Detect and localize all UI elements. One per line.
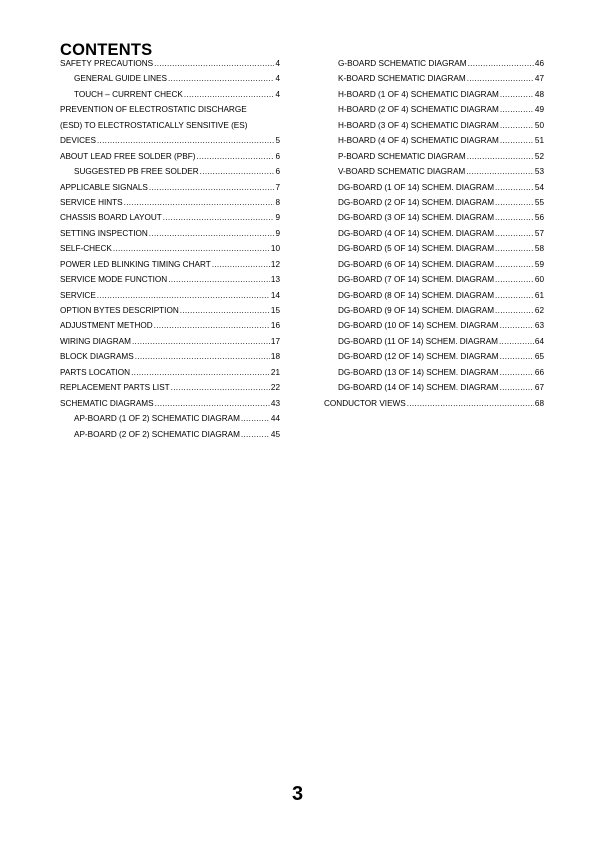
toc-entry-page: 6 (275, 167, 280, 177)
toc-entry-page: 14 (270, 290, 280, 300)
toc-entry[interactable] (324, 136, 544, 151)
toc-entry-title: CHASSIS BOARD LAYOUT (60, 213, 162, 223)
toc-entry[interactable] (60, 260, 280, 275)
toc-entry-title: DG-BOARD (3 OF 14) SCHEM. DIAGRAM (338, 213, 495, 223)
toc-entry-page: 54 (534, 182, 544, 192)
toc-entry[interactable] (324, 399, 544, 414)
toc-entry[interactable] (324, 306, 544, 321)
toc-entry-title: V-BOARD SCHEMATIC DIAGRAM (338, 167, 466, 177)
toc-entry-title: H-BOARD (4 OF 4) SCHEMATIC DIAGRAM (338, 136, 499, 146)
toc-entry-page: 66 (534, 367, 544, 377)
toc-entry[interactable] (324, 260, 544, 275)
toc-dot-leader (500, 368, 534, 377)
toc-dot-leader (168, 74, 274, 83)
toc-dot-leader (97, 291, 270, 300)
toc-entry-page: 56 (534, 213, 544, 223)
toc-entry-page: 55 (534, 197, 544, 207)
toc-dot-leader (241, 414, 270, 423)
toc-entry[interactable] (60, 337, 280, 352)
toc-entry-title: DG-BOARD (1 OF 14) SCHEM. DIAGRAM (338, 182, 495, 192)
toc-entry-title: OPTION BYTES DESCRIPTION (60, 306, 179, 315)
toc-dot-leader (495, 183, 534, 192)
toc-entry-page: 17 (270, 336, 280, 346)
toc-entry[interactable] (60, 136, 280, 151)
toc-entry-page: 51 (534, 136, 544, 146)
toc-dot-leader (467, 74, 534, 83)
toc-dot-leader (180, 306, 270, 315)
toc-entry-title: DEVICES (60, 136, 96, 146)
toc-dot-leader (124, 198, 275, 207)
toc-dot-leader (467, 152, 534, 161)
toc-entry-title: DG-BOARD (8 OF 14) SCHEM. DIAGRAM (338, 290, 495, 300)
toc-dot-leader (132, 337, 270, 346)
toc-entry-title: (ESD) TO ELECTROSTATICALLY SENSITIVE (ES) (60, 120, 248, 130)
toc-entry-title: WIRING DIAGRAM (60, 336, 131, 346)
toc-entry[interactable] (60, 321, 280, 336)
toc-entry-title: H-BOARD (3 OF 4) SCHEMATIC DIAGRAM (338, 120, 499, 130)
toc-dot-leader (113, 244, 270, 253)
toc-entry-title: DG-BOARD (2 OF 14) SCHEM. DIAGRAM (338, 197, 495, 207)
toc-entry[interactable] (324, 229, 544, 244)
toc-entry[interactable] (324, 321, 544, 336)
toc-dot-leader (495, 213, 534, 222)
toc-entry-title: SELF-CHECK (60, 244, 112, 254)
toc-entry-title: SETTING INSPECTION (60, 228, 148, 238)
toc-dot-leader (154, 321, 270, 330)
toc-entry[interactable] (60, 414, 280, 429)
toc-dot-leader (200, 167, 275, 176)
toc-entry-page: 47 (534, 74, 544, 84)
toc-entry-title: ABOUT LEAD FREE SOLDER (PBF) (60, 151, 196, 161)
toc-entry-title: SAFETY PRECAUTIONS (60, 59, 154, 68)
toc-entry[interactable] (60, 198, 280, 213)
toc-entry[interactable] (324, 213, 544, 228)
toc-entry-page: 67 (534, 383, 544, 393)
toc-entry-title: CONDUCTOR VIEWS (324, 398, 406, 408)
toc-entry-title: SERVICE (60, 290, 96, 300)
toc-entry-page: 50 (534, 120, 544, 130)
toc-entry[interactable] (324, 368, 544, 383)
toc-dot-leader (149, 183, 275, 192)
toc-entry-title: PREVENTION OF ELECTROSTATIC DISCHARGE (60, 105, 247, 115)
toc-dot-leader (155, 399, 270, 408)
toc-entry-title: SCHEMATIC DIAGRAMS (60, 398, 154, 408)
toc-entry[interactable] (324, 167, 544, 182)
toc-entry[interactable] (60, 399, 280, 414)
toc-entry-page: 46 (534, 59, 544, 68)
toc-entry[interactable] (324, 90, 544, 105)
toc-entry[interactable] (324, 74, 544, 89)
toc-entry[interactable] (324, 105, 544, 120)
toc-dot-leader (500, 136, 534, 145)
toc-dot-leader (495, 306, 534, 315)
toc-entry[interactable] (60, 229, 280, 244)
toc-entry-page: 9 (275, 213, 280, 223)
toc-dot-leader (168, 275, 270, 284)
toc-entry-title: GENERAL GUIDE LINES (74, 74, 167, 84)
toc-entry-title: P-BOARD SCHEMATIC DIAGRAM (338, 151, 466, 161)
toc-entry[interactable] (324, 59, 544, 74)
toc-entry-page: 22 (270, 383, 280, 393)
toc-entry-page: 4 (275, 59, 280, 68)
toc-entry[interactable] (60, 368, 280, 383)
toc-dot-leader (500, 352, 534, 361)
toc-entry-page: 65 (534, 352, 544, 362)
toc-dot-leader (495, 260, 534, 269)
toc-entry-title: DG-BOARD (7 OF 14) SCHEM. DIAGRAM (338, 275, 495, 285)
toc-entry-page: 7 (275, 182, 280, 192)
toc-entry[interactable] (60, 183, 280, 198)
toc-entry-title: AP-BOARD (2 OF 2) SCHEMATIC DIAGRAM (74, 429, 240, 439)
toc-dot-leader (163, 213, 275, 222)
toc-entry-title: POWER LED BLINKING TIMING CHART (60, 259, 211, 269)
toc-entry-page: 6 (275, 151, 280, 161)
toc-entry-title: DG-BOARD (5 OF 14) SCHEM. DIAGRAM (338, 244, 495, 254)
toc-entry-page: 16 (270, 321, 280, 331)
toc-dot-leader (154, 59, 274, 68)
toc-entry-page: 21 (270, 367, 280, 377)
toc-dot-leader (500, 121, 534, 130)
toc-entry[interactable] (324, 198, 544, 213)
toc-dot-leader (495, 275, 534, 284)
toc-dot-leader (407, 399, 534, 408)
toc-dot-leader (135, 352, 270, 361)
toc-entry-title: H-BOARD (2 OF 4) SCHEMATIC DIAGRAM (338, 105, 499, 115)
toc-entry[interactable] (60, 383, 280, 398)
toc-dot-leader (184, 90, 275, 99)
toc-dot-leader (495, 229, 534, 238)
toc-entry-title: DG-BOARD (12 OF 14) SCHEM. DIAGRAM (338, 352, 499, 362)
toc-dot-leader (500, 105, 534, 114)
toc-entry-page: 49 (534, 105, 544, 115)
toc-entry-page: 45 (270, 429, 280, 439)
toc-entry[interactable] (324, 291, 544, 306)
toc-entry-title: SERVICE HINTS (60, 197, 123, 207)
toc-entry-title: BLOCK DIAGRAMS (60, 352, 134, 362)
toc-entry-title: DG-BOARD (6 OF 14) SCHEM. DIAGRAM (338, 259, 495, 269)
toc-entry-page: 59 (534, 259, 544, 269)
toc-entry-title: SUGGESTED PB FREE SOLDER (74, 167, 199, 177)
toc-dot-leader (500, 90, 534, 99)
toc-dot-leader (500, 383, 534, 392)
toc-dot-leader (149, 229, 275, 238)
toc-entry-title: DG-BOARD (9 OF 14) SCHEM. DIAGRAM (338, 306, 495, 315)
toc-entry-page: 63 (534, 321, 544, 331)
toc-entry-page: 60 (534, 275, 544, 285)
toc-dot-leader (495, 198, 534, 207)
toc-entry-page: 4 (275, 89, 280, 99)
toc-entry-page: 9 (275, 228, 280, 238)
toc-dot-leader (171, 383, 270, 392)
toc-entry[interactable] (60, 90, 280, 105)
toc-entry[interactable] (324, 244, 544, 259)
toc-entry-title: DG-BOARD (4 OF 14) SCHEM. DIAGRAM (338, 228, 495, 238)
toc-entry-page: 43 (270, 398, 280, 408)
toc-entry[interactable] (60, 430, 280, 445)
toc-entry-page: 10 (270, 244, 280, 254)
toc-entry[interactable] (324, 352, 544, 367)
toc-dot-leader (495, 291, 534, 300)
toc-dot-leader (468, 59, 534, 68)
toc-entry-page: 62 (534, 306, 544, 315)
toc-dot-leader (212, 260, 270, 269)
toc-entry-page: 15 (270, 306, 280, 315)
toc-entry[interactable] (60, 244, 280, 259)
toc-entry-page: 13 (270, 275, 280, 285)
toc-dot-leader (495, 244, 534, 253)
toc-entry[interactable] (324, 275, 544, 290)
toc-entry[interactable] (60, 105, 280, 120)
toc-entry-title: K-BOARD SCHEMATIC DIAGRAM (338, 74, 466, 84)
toc-entry-title: DG-BOARD (13 OF 14) SCHEM. DIAGRAM (338, 367, 499, 377)
toc-entry-page: 5 (275, 136, 280, 146)
toc-entry-title: PARTS LOCATION (60, 367, 131, 377)
toc-entry-page: 58 (534, 244, 544, 254)
toc-dot-leader (196, 152, 274, 161)
toc-left-column (60, 59, 280, 445)
toc-entry-title: REPLACEMENT PARTS LIST (60, 383, 170, 393)
toc-entry-page: 52 (534, 151, 544, 161)
toc-dot-leader (466, 167, 534, 176)
toc-entry-title: DG-BOARD (10 OF 14) SCHEM. DIAGRAM (338, 321, 499, 331)
toc-entry-page: 44 (270, 414, 280, 424)
toc-entry-page: 61 (534, 290, 544, 300)
toc-entry-page: 18 (270, 352, 280, 362)
toc-entry-page: 53 (534, 167, 544, 177)
toc-entry[interactable] (60, 352, 280, 367)
toc-entry[interactable] (60, 167, 280, 182)
toc-entry[interactable] (60, 275, 280, 290)
toc-entry[interactable] (324, 337, 544, 352)
toc-entry[interactable] (324, 183, 544, 198)
toc-entry-title: TOUCH – CURRENT CHECK (74, 89, 183, 99)
toc-entry[interactable] (60, 121, 280, 136)
toc-entry[interactable] (60, 213, 280, 228)
toc-dot-leader (131, 368, 270, 377)
toc-entry[interactable] (324, 383, 544, 398)
toc-entry-page: 4 (275, 74, 280, 84)
toc-entry[interactable] (60, 74, 280, 89)
toc-right-column (324, 59, 544, 414)
toc-dot-leader (97, 136, 274, 145)
toc-entry[interactable] (324, 152, 544, 167)
toc-entry-title: DG-BOARD (14 OF 14) SCHEM. DIAGRAM (338, 383, 499, 393)
toc-entry-title: SERVICE MODE FUNCTION (60, 275, 168, 285)
toc-entry-title: DG-BOARD (11 OF 14) SCHEM. DIAGRAM (338, 336, 498, 346)
toc-entry[interactable] (60, 152, 280, 167)
toc-dot-leader (499, 337, 534, 346)
toc-entry-title: G-BOARD SCHEMATIC DIAGRAM (338, 59, 467, 68)
toc-entry-title: APPLICABLE SIGNALS (60, 182, 148, 192)
toc-entry-page: 64 (534, 336, 544, 346)
toc-entry-title: AP-BOARD (1 OF 2) SCHEMATIC DIAGRAM (74, 414, 240, 424)
toc-dot-leader (241, 430, 270, 439)
toc-dot-leader (500, 321, 534, 330)
page-title: CONTENTS (60, 41, 153, 59)
toc-entry-title: ADJUSTMENT METHOD (60, 321, 153, 331)
toc-entry-page: 48 (534, 89, 544, 99)
page-number: 3 (291, 783, 304, 805)
toc-entry-title: H-BOARD (1 OF 4) SCHEMATIC DIAGRAM (338, 89, 499, 99)
toc-entry[interactable] (324, 121, 544, 136)
toc-entry[interactable] (60, 291, 280, 306)
toc-entry[interactable] (60, 59, 280, 74)
toc-entry-page: 8 (275, 197, 280, 207)
toc-entry[interactable] (60, 306, 280, 321)
toc-entry-page: 68 (534, 398, 544, 408)
toc-entry-page: 57 (534, 228, 544, 238)
toc-entry-page: 12 (270, 259, 280, 269)
